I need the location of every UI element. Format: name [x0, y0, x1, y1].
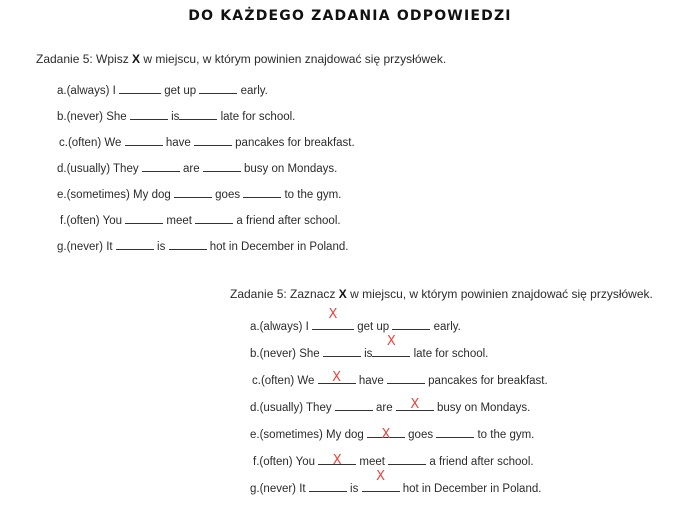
list-item: [250, 425, 548, 452]
item-text: f.(often) You: [60, 215, 126, 227]
item-text: c.(often) We: [59, 137, 125, 149]
x-mark-icon: X: [328, 307, 338, 322]
x-mark-icon: X: [386, 334, 396, 349]
item-text: busy on Mondays.: [240, 163, 338, 175]
blank-2[interactable]: [388, 452, 426, 465]
item-text: are: [179, 163, 203, 175]
item-text: d.(usually) They: [57, 163, 142, 175]
blank-2[interactable]: [387, 371, 425, 384]
item-text: f.(often) You: [253, 456, 319, 468]
list-item: [250, 307, 548, 344]
blank-2[interactable]: [243, 185, 281, 198]
blank-1[interactable]: [125, 133, 163, 146]
exercise-answers-list: [250, 307, 548, 506]
item-text: to the gym.: [474, 429, 535, 441]
item-text: early.: [237, 85, 268, 97]
header-x: X: [132, 52, 141, 66]
item-text: goes: [211, 189, 244, 201]
x-mark-icon: X: [332, 370, 342, 385]
item-text: goes: [404, 429, 437, 441]
list-item: [57, 237, 355, 263]
item-text: c.(often) We: [252, 375, 318, 387]
blank-1[interactable]: [119, 81, 161, 94]
item-text: to the gym.: [281, 189, 342, 201]
item-text: late for school.: [410, 348, 489, 360]
x-mark-icon: X: [381, 427, 391, 442]
blank-2[interactable]: [169, 237, 207, 250]
item-text: is: [167, 111, 180, 123]
item-text: have: [162, 137, 194, 149]
list-item: [57, 211, 355, 237]
item-text: a.(always) I: [57, 85, 119, 97]
item-text: get up: [161, 85, 200, 97]
list-item: [250, 452, 548, 479]
item-text: pancakes for breakfast.: [231, 137, 355, 149]
blank-1[interactable]: [309, 479, 347, 492]
blank-1[interactable]: [130, 107, 168, 120]
blank-1[interactable]: [323, 344, 361, 357]
item-text: pancakes for breakfast.: [424, 375, 548, 387]
item-text: is: [360, 348, 373, 360]
list-item: [57, 133, 355, 159]
blank-1[interactable]: [125, 211, 163, 224]
blank-1[interactable]: [335, 398, 373, 411]
item-text: hot in December in Poland.: [399, 483, 542, 495]
item-text: a friend after school.: [233, 215, 341, 227]
exercise-blank-list: [57, 81, 355, 263]
item-text: b.(never) She: [250, 348, 323, 360]
header-text: w miejscu, w którym powinien znajdować się przysłówek.: [140, 52, 447, 66]
header-x: X: [338, 287, 347, 301]
item-text: hot in December in Poland.: [206, 241, 349, 253]
item-text: busy on Mondays.: [433, 402, 531, 414]
blank-2[interactable]: [392, 317, 430, 330]
blank-1[interactable]: [318, 452, 356, 468]
item-text: get up: [354, 321, 393, 333]
header-text: Zadanie 5: Zaznacz: [230, 287, 339, 301]
blank-1[interactable]: [312, 307, 354, 330]
list-item: [57, 107, 355, 133]
blank-2[interactable]: [194, 133, 232, 146]
item-text: is: [153, 241, 169, 253]
blank-1[interactable]: [116, 237, 154, 250]
item-text: late for school.: [217, 111, 296, 123]
item-text: e.(sometimes) My dog: [57, 189, 174, 201]
list-item: [250, 469, 548, 506]
exercise-blank-header: [36, 52, 446, 66]
blank-2[interactable]: [179, 107, 217, 120]
list-item: [57, 159, 355, 185]
list-item: [57, 81, 355, 107]
item-text: e.(sometimes) My dog: [250, 429, 367, 441]
item-text: have: [355, 375, 387, 387]
item-text: are: [372, 402, 396, 414]
list-item: [57, 185, 355, 211]
item-text: a.(always) I: [250, 321, 312, 333]
x-mark-icon: X: [410, 397, 420, 412]
blank-2[interactable]: [372, 334, 410, 357]
blank-1[interactable]: [142, 159, 180, 172]
header-text: Zadanie 5: Wpisz: [36, 52, 133, 66]
page-title: DO KAŻDEGO ZADANIA ODPOWIEDZI: [188, 8, 512, 24]
blank-1[interactable]: [318, 371, 356, 384]
blank-2[interactable]: [203, 159, 241, 172]
x-mark-icon: X: [376, 469, 385, 484]
item-text: g.(never) It: [57, 241, 116, 253]
blank-2[interactable]: [436, 425, 474, 438]
item-text: early.: [430, 321, 461, 333]
blank-1[interactable]: [174, 185, 212, 198]
item-text: meet: [163, 215, 196, 227]
blank-2[interactable]: [362, 469, 400, 492]
blank-2[interactable]: [199, 81, 237, 94]
blank-2[interactable]: [195, 211, 233, 224]
item-text: is: [346, 483, 362, 495]
list-item: [250, 398, 548, 425]
header-text: w miejscu, w którym powinien znajdować się przysłówek.: [346, 287, 653, 301]
item-text: b.(never) She: [57, 111, 130, 123]
blank-2[interactable]: [396, 398, 434, 411]
list-item: [250, 334, 548, 371]
list-item: [250, 371, 548, 398]
exercise-answers-header: [230, 287, 653, 301]
item-text: d.(usually) They: [250, 402, 335, 414]
blank-1[interactable]: [367, 425, 405, 442]
item-text: a friend after school.: [426, 456, 534, 468]
item-text: g.(never) It: [250, 483, 309, 495]
item-text: meet: [356, 456, 389, 468]
x-mark-icon: X: [332, 453, 342, 468]
